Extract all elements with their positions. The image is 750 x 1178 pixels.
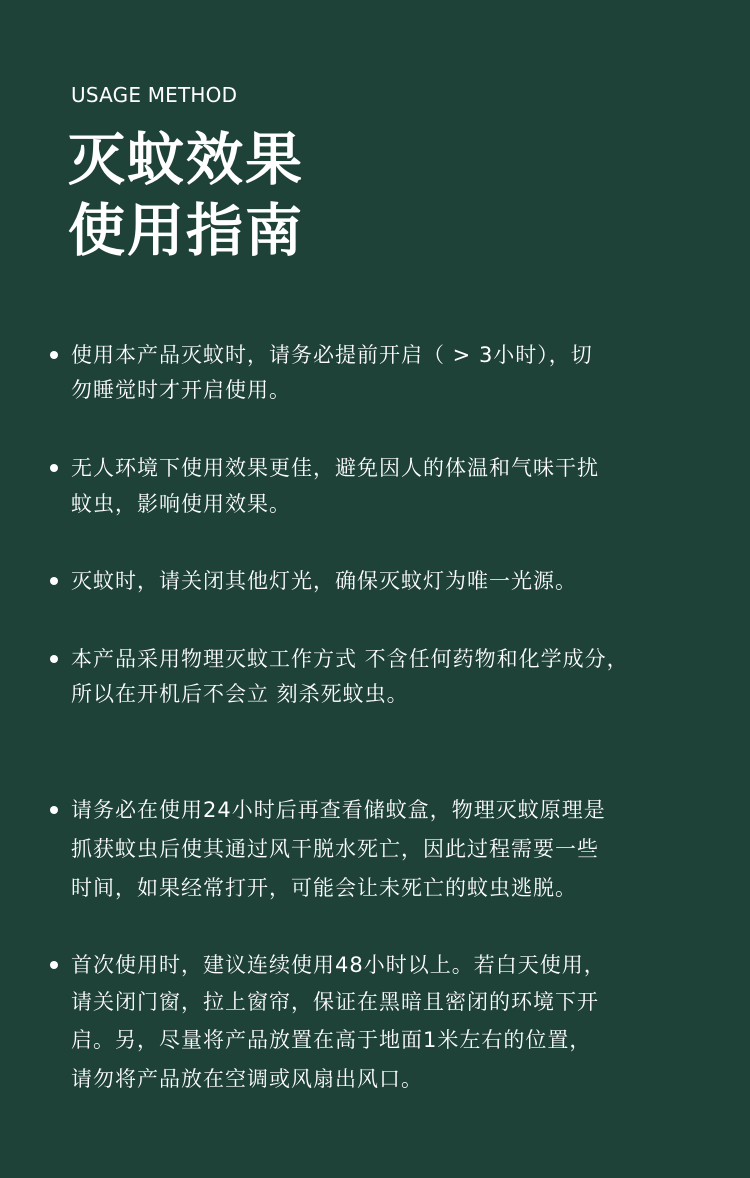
bullet-text-line: 请勿将产品放在空调或风扇出风口。 [71,1067,423,1091]
bullet-text-line: 请关闭门窗，拉上窗帘，保证在黑暗且密闭的环境下开 [71,990,599,1014]
bullet-text-line: 使用本产品灭蚊时，请务必提前开启（ > 3小时），切 [71,343,593,367]
bullet-dot [50,351,58,359]
bullet-text-line: 启。另，尽量将产品放置在高于地面1米左右的位置， [71,1028,592,1052]
bullet-text-line: 无人环境下使用效果更佳，避免因人的体温和气味干扰 [71,456,599,480]
bullet-text-line: 请务必在使用24小时后再查看储蚊盒，物理灭蚊原理是 [71,798,606,822]
bullet-text-line: 勿睡觉时才开启使用。 [71,378,291,402]
bullet-dot [50,806,58,814]
page-title-line-2: 使用指南 [68,198,304,264]
bullet-text-line: 本产品采用物理灭蚊工作方式 不含任何药物和化学成分， [71,647,629,671]
bullet-dot [50,577,58,585]
bullet-text-line: 首次使用时，建议连续使用48小时以上。若白天使用， [71,953,606,977]
section-eyebrow: USAGE METHOD [71,83,238,107]
bullet-text-line: 灭蚊时，请关闭其他灯光，确保灭蚊灯为唯一光源。 [71,569,577,593]
bullet-text-line: 抓获蚊虫后使其通过风干脱水死亡，因此过程需要一些 [71,837,599,861]
bullet-text-line: 所以在开机后不会立 刻杀死蚊虫。 [71,682,409,706]
bullet-dot [50,464,58,472]
bullet-text-line: 时间，如果经常打开，可能会让未死亡的蚊虫逃脱。 [71,876,577,900]
bullet-dot [50,961,58,969]
bullet-dot [50,655,58,663]
page-title-line-1: 灭蚊效果 [68,127,304,193]
bullet-text-line: 蚊虫，影响使用效果。 [71,492,291,516]
